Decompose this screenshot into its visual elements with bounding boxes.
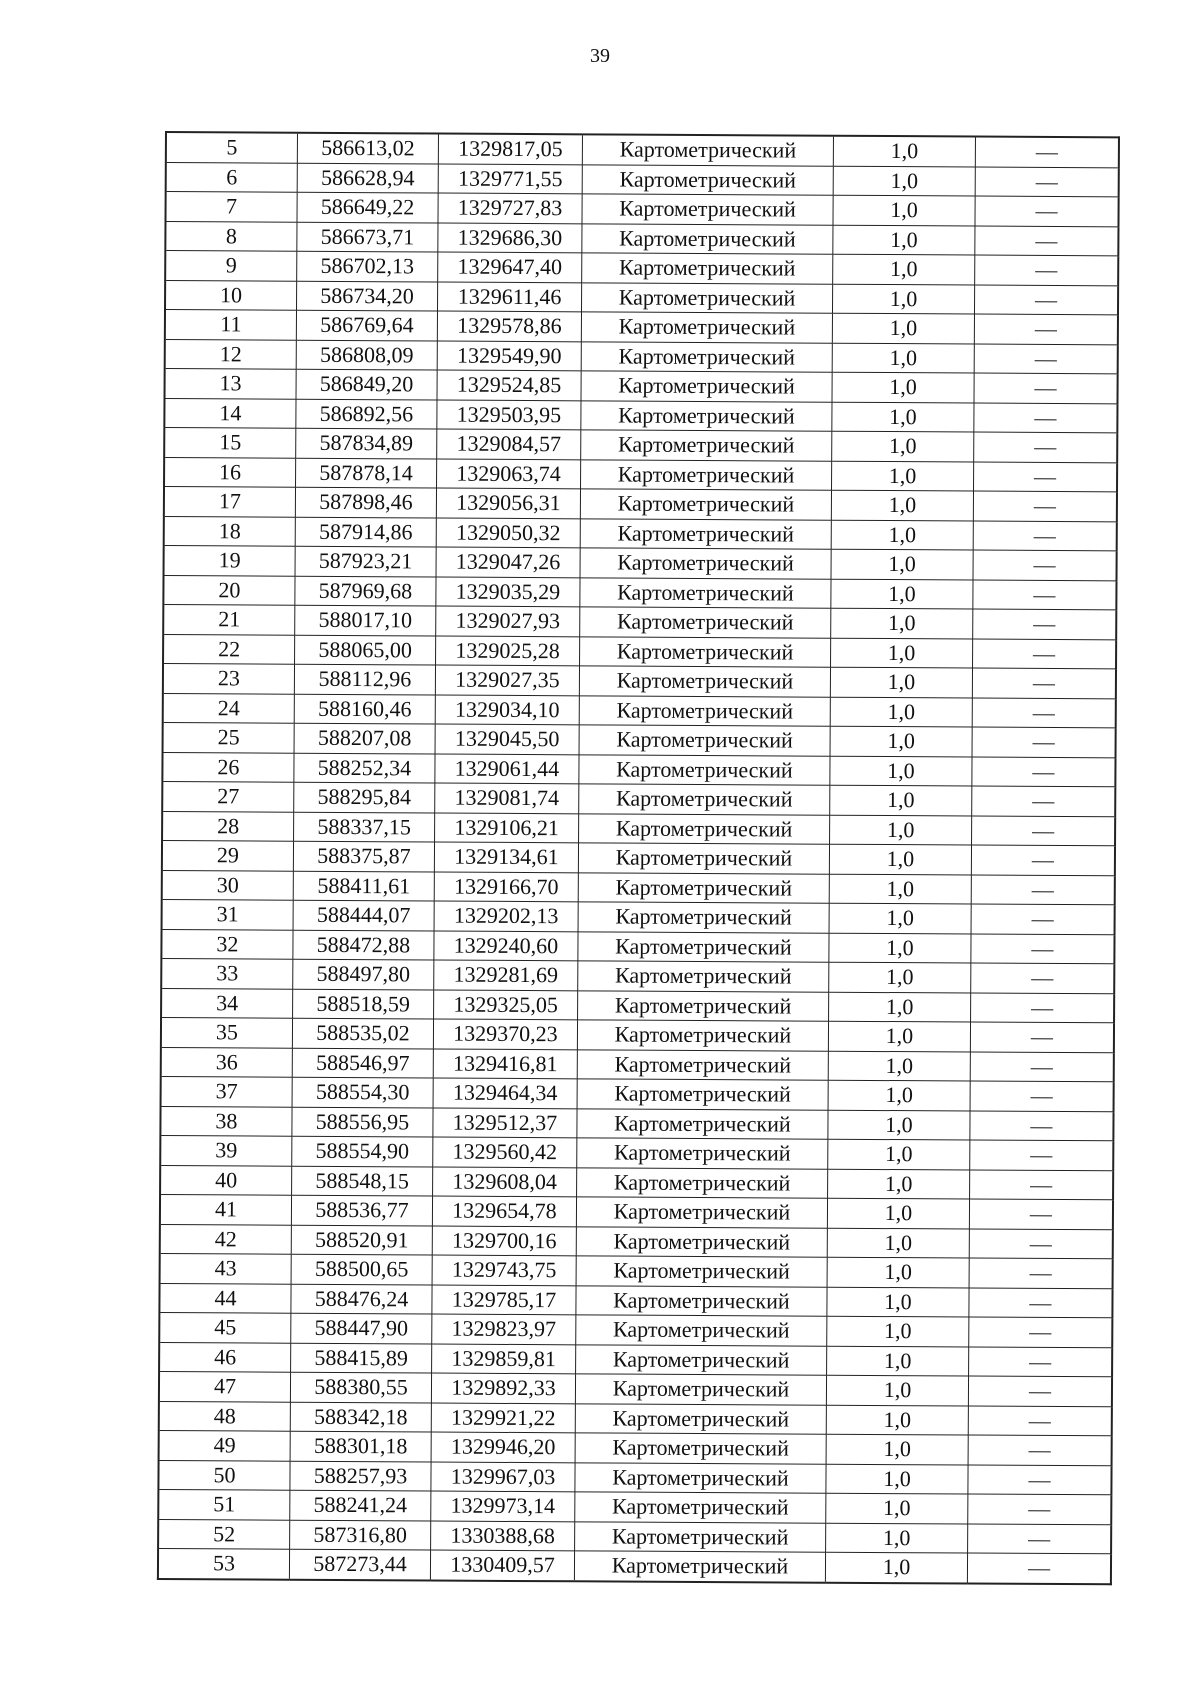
point-number-cell: 53 bbox=[158, 1548, 290, 1579]
coordinate-x-cell: 588065,00 bbox=[295, 635, 436, 665]
method-cell: Картометрический bbox=[578, 902, 829, 933]
method-cell: Картометрический bbox=[582, 223, 833, 254]
accuracy-cell: 1,0 bbox=[827, 1346, 969, 1376]
description-cell: — bbox=[975, 226, 1119, 256]
description-cell: — bbox=[974, 285, 1118, 315]
coordinate-y-cell: 1329823,97 bbox=[432, 1314, 576, 1344]
description-cell: — bbox=[970, 1081, 1114, 1111]
description-cell: — bbox=[974, 462, 1118, 492]
description-cell: — bbox=[974, 403, 1118, 433]
description-cell: — bbox=[971, 904, 1115, 934]
coordinate-y-cell: 1329946,20 bbox=[431, 1432, 575, 1462]
method-cell: Картометрический bbox=[576, 1344, 827, 1375]
method-cell: Картометрический bbox=[581, 430, 832, 461]
coordinate-x-cell: 588518,59 bbox=[293, 989, 434, 1019]
coordinate-y-cell: 1329549,90 bbox=[437, 341, 581, 371]
accuracy-cell: 1,0 bbox=[832, 284, 974, 314]
coordinate-x-cell: 588535,02 bbox=[292, 1018, 433, 1048]
description-cell: — bbox=[973, 609, 1117, 639]
point-number-cell: 21 bbox=[163, 604, 295, 634]
accuracy-cell: 1,0 bbox=[831, 579, 973, 609]
coordinate-y-cell: 1329503,95 bbox=[437, 400, 581, 430]
accuracy-cell: 1,0 bbox=[828, 1169, 970, 1199]
point-number-cell: 22 bbox=[163, 634, 295, 664]
description-cell: — bbox=[969, 1288, 1113, 1318]
coordinate-y-cell: 1329106,21 bbox=[435, 813, 579, 843]
point-number-cell: 10 bbox=[165, 280, 297, 310]
point-number-cell: 45 bbox=[159, 1312, 291, 1342]
coordinate-x-cell: 586769,64 bbox=[296, 310, 437, 340]
coordinate-x-cell: 588444,07 bbox=[293, 900, 434, 930]
coordinate-y-cell: 1329045,50 bbox=[435, 724, 579, 754]
coordinate-x-cell: 586628,94 bbox=[297, 163, 438, 193]
accuracy-cell: 1,0 bbox=[827, 1316, 969, 1346]
coordinate-x-cell: 588017,10 bbox=[295, 605, 436, 635]
point-number-cell: 29 bbox=[162, 840, 294, 870]
coordinate-x-cell: 588556,95 bbox=[292, 1107, 433, 1137]
description-cell: — bbox=[969, 1317, 1113, 1347]
point-number-cell: 25 bbox=[163, 722, 295, 752]
accuracy-cell: 1,0 bbox=[833, 225, 975, 255]
description-cell: — bbox=[968, 1376, 1112, 1406]
point-number-cell: 11 bbox=[165, 310, 297, 340]
description-cell: — bbox=[969, 1199, 1113, 1229]
accuracy-cell: 1,0 bbox=[828, 1051, 970, 1081]
description-cell: — bbox=[972, 757, 1116, 787]
coordinate-y-cell: 1329608,04 bbox=[433, 1167, 577, 1197]
description-cell: — bbox=[975, 255, 1119, 285]
description-cell: — bbox=[975, 137, 1119, 168]
accuracy-cell: 1,0 bbox=[826, 1405, 968, 1435]
coordinate-y-cell: 1329727,83 bbox=[438, 193, 582, 223]
coordinate-y-cell: 1329063,74 bbox=[437, 459, 581, 489]
accuracy-cell: 1,0 bbox=[831, 490, 973, 520]
point-number-cell: 33 bbox=[161, 958, 293, 988]
method-cell: Картометрический bbox=[581, 312, 832, 343]
coordinate-y-cell: 1329050,32 bbox=[436, 518, 580, 548]
accuracy-cell: 1,0 bbox=[825, 1552, 967, 1583]
description-cell: — bbox=[968, 1494, 1112, 1524]
point-number-cell: 42 bbox=[160, 1224, 292, 1254]
coordinates-table bbox=[157, 131, 1120, 1585]
coordinate-x-cell: 588241,24 bbox=[290, 1490, 431, 1520]
coordinate-x-cell: 586892,56 bbox=[296, 399, 437, 429]
coordinate-y-cell: 1329035,29 bbox=[436, 577, 580, 607]
point-number-cell: 5 bbox=[166, 132, 298, 163]
coordinate-y-cell: 1329325,05 bbox=[434, 990, 578, 1020]
coordinate-y-cell: 1329654,78 bbox=[432, 1196, 576, 1226]
coordinate-y-cell: 1329027,93 bbox=[436, 606, 580, 636]
coordinate-y-cell: 1329578,86 bbox=[437, 311, 581, 341]
method-cell: Картометрический bbox=[580, 489, 831, 520]
method-cell: Картометрический bbox=[579, 754, 830, 785]
point-number-cell: 52 bbox=[158, 1519, 290, 1549]
description-cell: — bbox=[972, 816, 1116, 846]
point-number-cell: 27 bbox=[162, 781, 294, 811]
coordinate-y-cell: 1330388,68 bbox=[431, 1521, 575, 1551]
coordinate-y-cell: 1329084,57 bbox=[437, 429, 581, 459]
point-number-cell: 24 bbox=[163, 693, 295, 723]
method-cell: Картометрический bbox=[576, 1256, 827, 1287]
method-cell: Картометрический bbox=[579, 784, 830, 815]
point-number-cell: 6 bbox=[166, 162, 298, 192]
coordinate-x-cell: 588375,87 bbox=[293, 841, 434, 871]
method-cell: Картометрический bbox=[575, 1403, 826, 1434]
point-number-cell: 15 bbox=[164, 428, 296, 458]
method-cell: Картометрический bbox=[577, 1079, 828, 1110]
description-cell: — bbox=[972, 668, 1116, 698]
coordinate-y-cell: 1329973,14 bbox=[431, 1491, 575, 1521]
description-cell: — bbox=[970, 1052, 1114, 1082]
coordinate-y-cell: 1330409,57 bbox=[430, 1550, 574, 1581]
coordinate-x-cell: 587969,68 bbox=[295, 576, 436, 606]
point-number-cell: 7 bbox=[165, 192, 297, 222]
method-cell: Картометрический bbox=[581, 459, 832, 490]
method-cell: Картометрический bbox=[579, 666, 830, 697]
coordinate-x-cell: 586613,02 bbox=[297, 133, 438, 164]
method-cell: Картометрический bbox=[575, 1462, 826, 1493]
point-number-cell: 50 bbox=[158, 1460, 290, 1490]
accuracy-cell: 1,0 bbox=[826, 1493, 968, 1523]
method-cell: Картометрический bbox=[577, 1138, 828, 1169]
coordinate-y-cell: 1329743,75 bbox=[432, 1255, 576, 1285]
method-cell: Картометрический bbox=[579, 695, 830, 726]
description-cell: — bbox=[969, 1229, 1113, 1259]
accuracy-cell: 1,0 bbox=[830, 756, 972, 786]
coordinates-table-body bbox=[158, 132, 1119, 1584]
accuracy-cell: 1,0 bbox=[830, 726, 972, 756]
accuracy-cell: 1,0 bbox=[829, 844, 971, 874]
point-number-cell: 39 bbox=[160, 1135, 292, 1165]
description-cell: — bbox=[975, 196, 1119, 226]
point-number-cell: 35 bbox=[161, 1017, 293, 1047]
accuracy-cell: 1,0 bbox=[828, 1021, 970, 1051]
accuracy-cell: 1,0 bbox=[827, 1257, 969, 1287]
coordinate-x-cell: 588380,55 bbox=[290, 1372, 431, 1402]
coordinate-y-cell: 1329647,40 bbox=[438, 252, 582, 282]
accuracy-cell: 1,0 bbox=[831, 549, 973, 579]
coordinate-x-cell: 588342,18 bbox=[290, 1402, 431, 1432]
accuracy-cell: 1,0 bbox=[828, 1110, 970, 1140]
point-number-cell: 34 bbox=[161, 988, 293, 1018]
coordinate-y-cell: 1329061,44 bbox=[435, 754, 579, 784]
coordinate-x-cell: 588536,77 bbox=[291, 1195, 432, 1225]
coordinate-x-cell: 588497,80 bbox=[293, 959, 434, 989]
coordinate-x-cell: 587834,89 bbox=[296, 428, 437, 458]
point-number-cell: 26 bbox=[162, 752, 294, 782]
coordinate-x-cell: 588520,91 bbox=[291, 1225, 432, 1255]
coordinate-x-cell: 587914,86 bbox=[295, 517, 436, 547]
accuracy-cell: 1,0 bbox=[833, 166, 975, 196]
coordinate-x-cell: 586673,71 bbox=[297, 222, 438, 252]
method-cell: Картометрический bbox=[581, 282, 832, 313]
description-cell: — bbox=[971, 845, 1115, 875]
description-cell: — bbox=[968, 1435, 1112, 1465]
method-cell: Картометрический bbox=[577, 1020, 828, 1051]
coordinate-x-cell: 588500,65 bbox=[291, 1254, 432, 1284]
description-cell: — bbox=[968, 1465, 1112, 1495]
method-cell: Картометрический bbox=[580, 548, 831, 579]
point-number-cell: 36 bbox=[161, 1047, 293, 1077]
coordinate-y-cell: 1329785,17 bbox=[432, 1285, 576, 1315]
description-cell: — bbox=[974, 373, 1118, 403]
coordinate-y-cell: 1329464,34 bbox=[433, 1078, 577, 1108]
coordinate-y-cell: 1329027,35 bbox=[435, 665, 579, 695]
coordinate-x-cell: 587273,44 bbox=[289, 1549, 430, 1580]
method-cell: Картометрический bbox=[578, 961, 829, 992]
point-number-cell: 43 bbox=[160, 1253, 292, 1283]
accuracy-cell: 1,0 bbox=[829, 962, 971, 992]
coordinate-x-cell: 588476,24 bbox=[291, 1284, 432, 1314]
coordinate-y-cell: 1329056,31 bbox=[436, 488, 580, 518]
accuracy-cell: 1,0 bbox=[832, 461, 974, 491]
method-cell: Картометрический bbox=[576, 1226, 827, 1257]
coordinate-y-cell: 1329817,05 bbox=[438, 134, 582, 165]
method-cell: Картометрический bbox=[580, 636, 831, 667]
method-cell: Картометрический bbox=[580, 577, 831, 608]
accuracy-cell: 1,0 bbox=[829, 992, 971, 1022]
point-number-cell: 28 bbox=[162, 811, 294, 841]
coordinate-y-cell: 1329700,16 bbox=[432, 1226, 576, 1256]
coordinate-x-cell: 588554,30 bbox=[292, 1077, 433, 1107]
coordinate-y-cell: 1329512,37 bbox=[433, 1108, 577, 1138]
description-cell: — bbox=[974, 432, 1118, 462]
description-cell: — bbox=[970, 1140, 1114, 1170]
coordinate-y-cell: 1329081,74 bbox=[435, 783, 579, 813]
accuracy-cell: 1,0 bbox=[831, 608, 973, 638]
method-cell: Картометрический bbox=[577, 1108, 828, 1139]
coordinate-x-cell: 588257,93 bbox=[290, 1461, 431, 1491]
description-cell: — bbox=[969, 1258, 1113, 1288]
point-number-cell: 47 bbox=[159, 1371, 291, 1401]
coordinate-x-cell: 586734,20 bbox=[297, 281, 438, 311]
coordinate-y-cell: 1329281,69 bbox=[434, 960, 578, 990]
description-cell: — bbox=[970, 1170, 1114, 1200]
description-cell: — bbox=[974, 344, 1118, 374]
coordinate-x-cell: 588411,61 bbox=[293, 871, 434, 901]
coordinate-x-cell: 588207,08 bbox=[294, 723, 435, 753]
accuracy-cell: 1,0 bbox=[833, 136, 975, 167]
description-cell: — bbox=[968, 1406, 1112, 1436]
method-cell: Картометрический bbox=[579, 725, 830, 756]
accuracy-cell: 1,0 bbox=[830, 785, 972, 815]
method-cell: Картометрический bbox=[575, 1433, 826, 1464]
description-cell: — bbox=[970, 1111, 1114, 1141]
method-cell: Картометрический bbox=[582, 134, 833, 165]
table-row bbox=[158, 1548, 1111, 1583]
point-number-cell: 8 bbox=[165, 221, 297, 251]
coordinate-y-cell: 1329611,46 bbox=[437, 282, 581, 312]
coordinate-x-cell: 588554,90 bbox=[292, 1136, 433, 1166]
accuracy-cell: 1,0 bbox=[827, 1228, 969, 1258]
point-number-cell: 17 bbox=[164, 487, 296, 517]
point-number-cell: 44 bbox=[159, 1283, 291, 1313]
method-cell: Картометрический bbox=[580, 518, 831, 549]
point-number-cell: 13 bbox=[165, 369, 297, 399]
description-cell: — bbox=[969, 1347, 1113, 1377]
accuracy-cell: 1,0 bbox=[829, 903, 971, 933]
point-number-cell: 9 bbox=[165, 251, 297, 281]
description-cell: — bbox=[974, 314, 1118, 344]
point-number-cell: 40 bbox=[160, 1165, 292, 1195]
point-number-cell: 20 bbox=[163, 575, 295, 605]
accuracy-cell: 1,0 bbox=[831, 638, 973, 668]
page-number: 39 bbox=[590, 45, 610, 67]
coordinate-x-cell: 588337,15 bbox=[294, 812, 435, 842]
coordinate-x-cell: 586702,13 bbox=[297, 251, 438, 281]
coordinate-y-cell: 1329034,10 bbox=[435, 695, 579, 725]
point-number-cell: 18 bbox=[164, 516, 296, 546]
coordinate-y-cell: 1329025,28 bbox=[436, 636, 580, 666]
method-cell: Картометрический bbox=[582, 164, 833, 195]
accuracy-cell: 1,0 bbox=[829, 874, 971, 904]
point-number-cell: 48 bbox=[159, 1401, 291, 1431]
accuracy-cell: 1,0 bbox=[826, 1464, 968, 1494]
point-number-cell: 51 bbox=[158, 1489, 290, 1519]
coordinate-x-cell: 587923,21 bbox=[295, 546, 436, 576]
method-cell: Картометрический bbox=[578, 990, 829, 1021]
point-number-cell: 16 bbox=[164, 457, 296, 487]
coordinate-x-cell: 586849,20 bbox=[296, 369, 437, 399]
accuracy-cell: 1,0 bbox=[830, 815, 972, 845]
description-cell: — bbox=[972, 698, 1116, 728]
coordinate-x-cell: 588447,90 bbox=[291, 1313, 432, 1343]
accuracy-cell: 1,0 bbox=[827, 1287, 969, 1317]
point-number-cell: 49 bbox=[159, 1430, 291, 1460]
method-cell: Картометрический bbox=[575, 1374, 826, 1405]
point-number-cell: 12 bbox=[165, 339, 297, 369]
coordinate-x-cell: 588415,89 bbox=[291, 1343, 432, 1373]
accuracy-cell: 1,0 bbox=[826, 1523, 968, 1553]
coordinate-x-cell: 588295,84 bbox=[294, 782, 435, 812]
accuracy-cell: 1,0 bbox=[833, 195, 975, 225]
coordinate-y-cell: 1329859,81 bbox=[432, 1344, 576, 1374]
method-cell: Картометрический bbox=[582, 194, 833, 225]
description-cell: — bbox=[975, 167, 1119, 197]
method-cell: Картометрический bbox=[581, 371, 832, 402]
description-cell: — bbox=[972, 786, 1116, 816]
method-cell: Картометрический bbox=[575, 1492, 826, 1523]
coordinate-x-cell: 588112,96 bbox=[294, 664, 435, 694]
accuracy-cell: 1,0 bbox=[829, 933, 971, 963]
description-cell: — bbox=[973, 639, 1117, 669]
method-cell: Картометрический bbox=[578, 843, 829, 874]
point-number-cell: 32 bbox=[161, 929, 293, 959]
coordinate-x-cell: 588472,88 bbox=[293, 930, 434, 960]
method-cell: Картометрический bbox=[578, 931, 829, 962]
coordinate-x-cell: 586808,09 bbox=[296, 340, 437, 370]
accuracy-cell: 1,0 bbox=[828, 1139, 970, 1169]
method-cell: Картометрический bbox=[579, 813, 830, 844]
method-cell: Картометрический bbox=[580, 607, 831, 638]
method-cell: Картометрический bbox=[577, 1167, 828, 1198]
coordinate-y-cell: 1329166,70 bbox=[434, 872, 578, 902]
description-cell: — bbox=[972, 727, 1116, 757]
description-cell: — bbox=[973, 550, 1117, 580]
point-number-cell: 19 bbox=[164, 545, 296, 575]
description-cell: — bbox=[967, 1553, 1111, 1584]
coordinate-y-cell: 1329134,61 bbox=[434, 842, 578, 872]
coordinate-y-cell: 1329047,26 bbox=[436, 547, 580, 577]
accuracy-cell: 1,0 bbox=[832, 431, 974, 461]
accuracy-cell: 1,0 bbox=[830, 697, 972, 727]
method-cell: Картометрический bbox=[576, 1197, 827, 1228]
accuracy-cell: 1,0 bbox=[832, 313, 974, 343]
point-number-cell: 46 bbox=[159, 1342, 291, 1372]
method-cell: Картометрический bbox=[575, 1521, 826, 1552]
point-number-cell: 14 bbox=[164, 398, 296, 428]
point-number-cell: 41 bbox=[160, 1194, 292, 1224]
description-cell: — bbox=[971, 934, 1115, 964]
method-cell: Картометрический bbox=[574, 1551, 825, 1582]
point-number-cell: 31 bbox=[162, 899, 294, 929]
coordinate-x-cell: 587878,14 bbox=[296, 458, 437, 488]
coordinate-y-cell: 1329202,13 bbox=[434, 901, 578, 931]
coordinate-y-cell: 1329921,22 bbox=[431, 1403, 575, 1433]
coordinate-x-cell: 587316,80 bbox=[290, 1520, 431, 1550]
accuracy-cell: 1,0 bbox=[826, 1375, 968, 1405]
description-cell: — bbox=[968, 1524, 1112, 1554]
coordinate-x-cell: 586649,22 bbox=[297, 192, 438, 222]
description-cell: — bbox=[971, 875, 1115, 905]
accuracy-cell: 1,0 bbox=[826, 1434, 968, 1464]
coordinate-x-cell: 588546,97 bbox=[292, 1048, 433, 1078]
coordinate-y-cell: 1329240,60 bbox=[434, 931, 578, 961]
accuracy-cell: 1,0 bbox=[832, 343, 974, 373]
coordinate-y-cell: 1329892,33 bbox=[431, 1373, 575, 1403]
method-cell: Картометрический bbox=[577, 1049, 828, 1080]
coordinate-x-cell: 588160,46 bbox=[294, 694, 435, 724]
accuracy-cell: 1,0 bbox=[833, 254, 975, 284]
coordinate-x-cell: 588301,18 bbox=[290, 1431, 431, 1461]
description-cell: — bbox=[973, 491, 1117, 521]
method-cell: Картометрический bbox=[576, 1285, 827, 1316]
accuracy-cell: 1,0 bbox=[832, 402, 974, 432]
description-cell: — bbox=[970, 1022, 1114, 1052]
coordinate-x-cell: 588252,34 bbox=[294, 753, 435, 783]
point-number-cell: 23 bbox=[163, 663, 295, 693]
accuracy-cell: 1,0 bbox=[827, 1198, 969, 1228]
accuracy-cell: 1,0 bbox=[828, 1080, 970, 1110]
accuracy-cell: 1,0 bbox=[830, 667, 972, 697]
coordinate-y-cell: 1329771,55 bbox=[438, 164, 582, 194]
point-number-cell: 37 bbox=[161, 1076, 293, 1106]
method-cell: Картометрический bbox=[578, 872, 829, 903]
coordinate-x-cell: 588548,15 bbox=[292, 1166, 433, 1196]
coordinate-y-cell: 1329370,23 bbox=[433, 1019, 577, 1049]
method-cell: Картометрический bbox=[581, 341, 832, 372]
coordinate-y-cell: 1329524,85 bbox=[437, 370, 581, 400]
point-number-cell: 38 bbox=[160, 1106, 292, 1136]
coordinate-y-cell: 1329967,03 bbox=[431, 1462, 575, 1492]
coordinate-y-cell: 1329560,42 bbox=[433, 1137, 577, 1167]
accuracy-cell: 1,0 bbox=[831, 520, 973, 550]
method-cell: Картометрический bbox=[581, 400, 832, 431]
description-cell: — bbox=[971, 993, 1115, 1023]
method-cell: Картометрический bbox=[576, 1315, 827, 1346]
description-cell: — bbox=[971, 963, 1115, 993]
coordinate-y-cell: 1329416,81 bbox=[433, 1049, 577, 1079]
accuracy-cell: 1,0 bbox=[832, 372, 974, 402]
coordinate-y-cell: 1329686,30 bbox=[438, 223, 582, 253]
point-number-cell: 30 bbox=[162, 870, 294, 900]
coordinate-x-cell: 587898,46 bbox=[295, 487, 436, 517]
description-cell: — bbox=[973, 521, 1117, 551]
description-cell: — bbox=[973, 580, 1117, 610]
method-cell: Картометрический bbox=[582, 253, 833, 284]
